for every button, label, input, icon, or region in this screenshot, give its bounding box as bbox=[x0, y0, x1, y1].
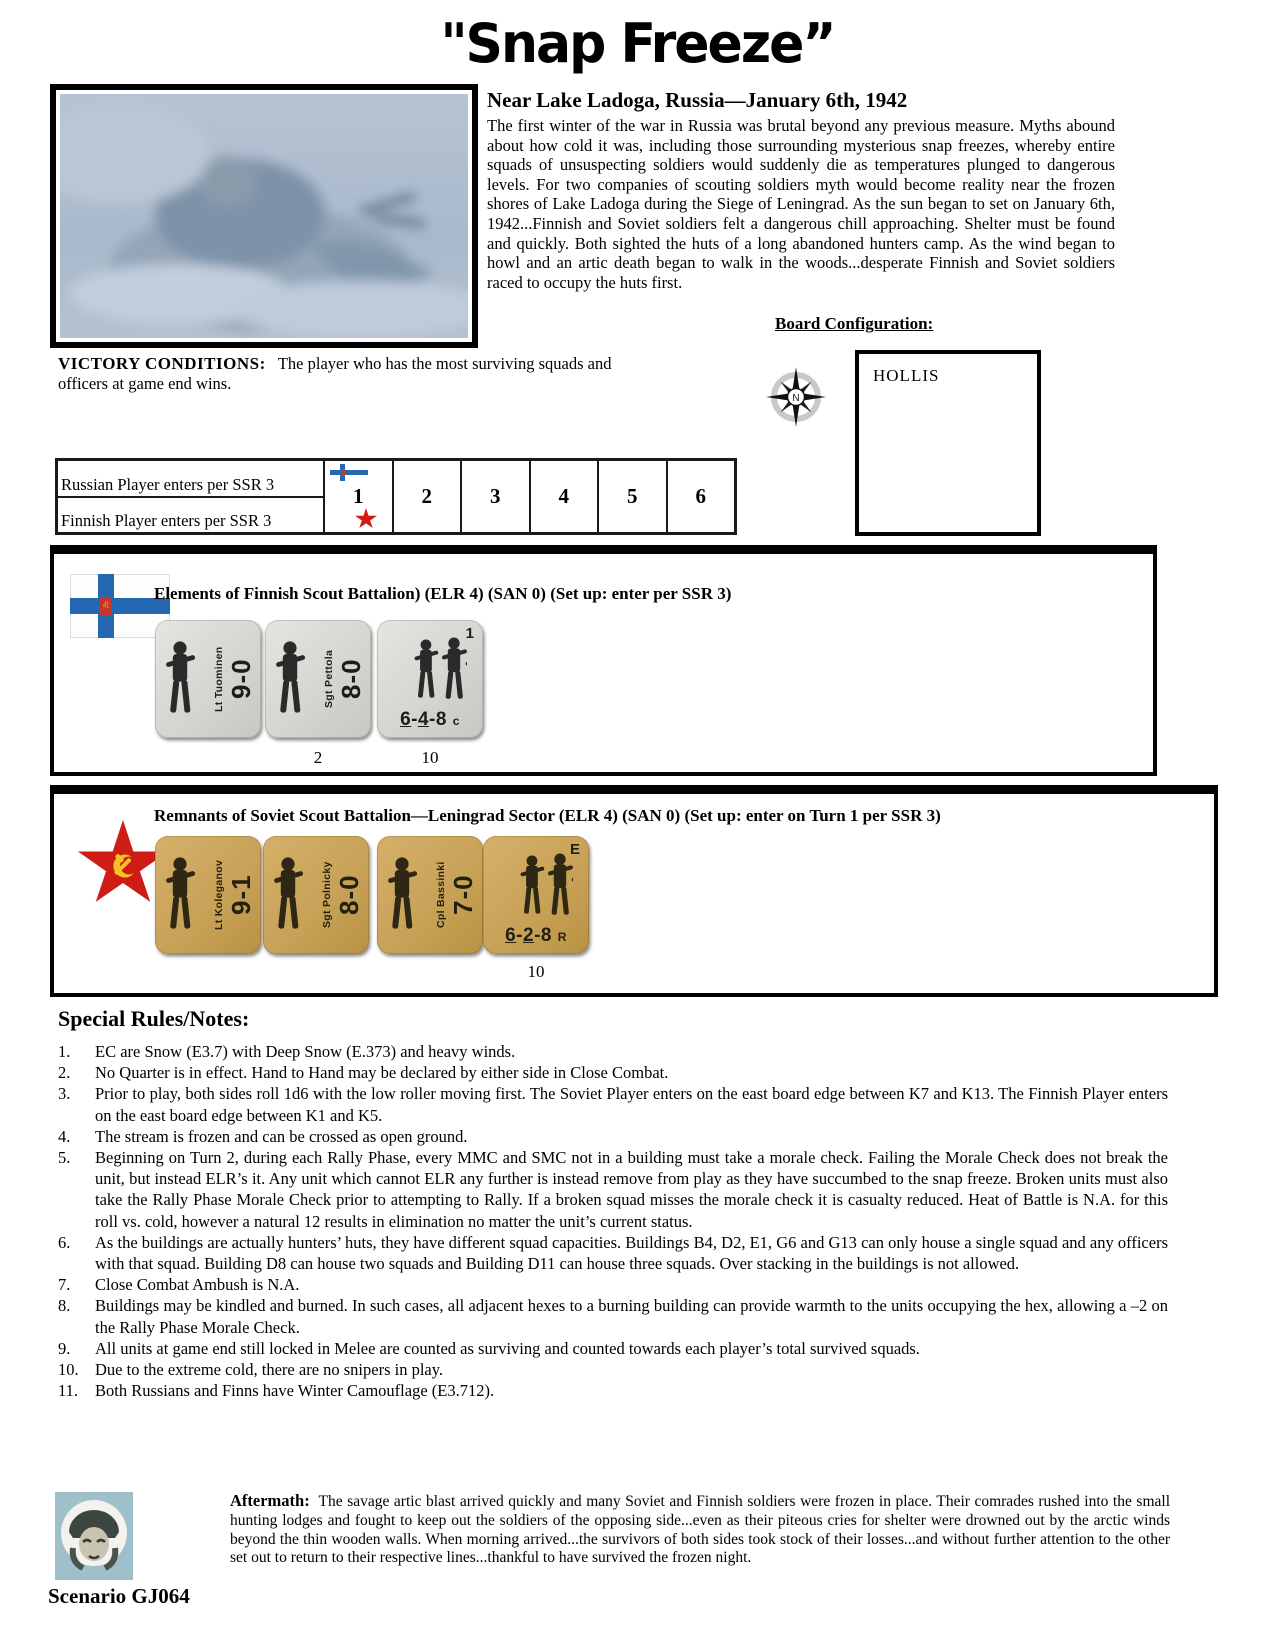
scenario-id: Scenario GJ064 bbox=[48, 1584, 190, 1608]
rule-item: 4. The stream is frozen and can be crossed as open ground. bbox=[58, 1126, 468, 1146]
counter-value: 9-0 bbox=[226, 658, 256, 700]
aftermath-text: The savage artic blast arrived quickly and many Soviet and Finnish soldiers were frozen in place. Their comrades rushed into the small hunting lodges and fought to keep out the soldiers of the opposing side...even as their piteous cries for shelter were drowned out by the arctic winds beyond the thin wooden walls. When morning arrived...the survivors of both sides took stock of their losses...and without further attention to the other set out to return to their respective lines...thankful to have survived the frozen night. bbox=[230, 1493, 1170, 1567]
special-rules-section bbox=[58, 1006, 1168, 1401]
counter-squad-648 bbox=[377, 620, 483, 738]
red-star-icon bbox=[355, 508, 378, 530]
turn-number: 4 bbox=[558, 484, 569, 508]
turn-cell-4 bbox=[531, 461, 600, 532]
finnish-order-of-battle bbox=[50, 545, 1157, 776]
counter-name: Lt Tuominen bbox=[213, 646, 225, 712]
squad-factors: 6-2-8 R bbox=[505, 925, 567, 946]
turn-number: 1 bbox=[353, 484, 364, 508]
victory-text: The player who has the most surviving squads and officers at game end wins. bbox=[58, 354, 612, 393]
aftermath-section bbox=[230, 1492, 1170, 1568]
squad-icon bbox=[385, 636, 467, 702]
counter-leader-bassinki bbox=[377, 836, 483, 954]
rule-item: 7. Close Combat Ambush is N.A. bbox=[58, 1275, 300, 1295]
turn-number: 5 bbox=[627, 484, 638, 508]
counter-value: 7-0 bbox=[448, 874, 478, 916]
counter-value: 8-0 bbox=[336, 658, 366, 700]
turn-cell-3 bbox=[462, 461, 531, 532]
squad-count: 10 bbox=[527, 962, 545, 981]
special-rules-heading: Special Rules/Notes: bbox=[58, 1006, 250, 1031]
rule-item: 6. As the buildings are actually hunters’ huts, they have different squad capacities. Buildings B4, D2, E1, G6 and G13 can only house a single squad and any officers with that squad. Building D8 can house two squads and Building D11 can house three squads. Over stacking in the buildings is not allowed. bbox=[58, 1232, 1168, 1274]
rule-item: 11. Both Russians and Finns have Winter Camouflage (E3.712). bbox=[58, 1381, 495, 1401]
turn-cell-2 bbox=[394, 461, 463, 532]
counter-leader-polnicky bbox=[263, 836, 369, 954]
squad-count: 10 bbox=[421, 748, 439, 767]
turn-track bbox=[55, 458, 737, 535]
turn-cell-6 bbox=[668, 461, 735, 532]
counter-leader-tuominen bbox=[155, 620, 261, 738]
counter-leader-koleganov bbox=[155, 836, 261, 954]
rule-item: 10. Due to the extreme cold, there are no snipers in play. bbox=[58, 1360, 444, 1380]
board-map-box bbox=[855, 350, 1041, 536]
turn-track-row-finnish: Finnish Player enters per SSR 3 bbox=[61, 511, 272, 530]
svg-text:N: N bbox=[792, 393, 800, 404]
victory-conditions bbox=[58, 354, 636, 394]
rule-item: 1. EC are Snow (E3.7) with Deep Snow (E.373) and heavy winds. bbox=[58, 1042, 516, 1061]
turn-number: 3 bbox=[490, 484, 501, 508]
turn-track-row-russian: Russian Player enters per SSR 3 bbox=[58, 461, 323, 498]
turn-number: 6 bbox=[695, 484, 706, 508]
rule-item: 5. Beginning on Turn 2, during each Rally Phase, every MMC and SMC not in a building must take a morale check. Failing the Morale Check does not break the unit, but instead ELR’s it. Any unit which cannot ELR any further is instead remove from play as they have succumbed to the snap freeze. Broken units must also take the Rally Phase Morale Check prior to attempting to Rally. If a broken squad misses the morale check it is casualty reduced. Heat of Battle is N.A. for this roll vs. cold, however a natural 12 results in elimination no matter the unit’s current status. bbox=[58, 1148, 1168, 1231]
squad-icon bbox=[491, 852, 573, 918]
scenario-photo bbox=[50, 84, 478, 348]
soviet-ob-header: Remnants of Soviet Scout Battalion—Leningrad Sector (ELR 4) (SAN 0) (Set up: enter on Turn 1 per SSR 3) bbox=[154, 806, 941, 825]
victory-label: VICTORY CONDITIONS: bbox=[58, 354, 266, 373]
turn-track-labels bbox=[58, 461, 325, 532]
soviet-order-of-battle bbox=[50, 785, 1218, 997]
snow-photo-image bbox=[60, 94, 468, 338]
rule-item: 8. Buildings may be kindled and burned. In such cases, all adjacent hexes to a burning building can provide warmth to the units occupying the hex, allowing a –2 on the Rally Phase Morale Check. bbox=[58, 1296, 1168, 1337]
finnish-state-flag-icon: ♌ bbox=[70, 574, 170, 638]
compass-rose-icon bbox=[765, 366, 827, 433]
board-name: HOLLIS bbox=[873, 366, 940, 385]
intro-paragraph: The first winter of the war in Russia was brutal beyond any previous measure. Myths abound about how cold it was, including those surrounding mysterious snap freezes, whereby entire squads of unsuspecting soldiers would suddenly die as temperatures plunged to dangerous levels. For two companies of scouting soldiers myth would become reality near the frozen shores of Lake Ladoga during the Siege of Leningrad. As the sun began to set on January 6th, 1942...Finnish and Soviet soldiers felt a dangerous chill approaching. Shelter must be found and quickly. Both sighted the huts of a long abandoned hunters camp. As the wind began to howl and an artic death began to walk in the woods...desperate Finnish and Soviet soldiers raced to occupy the huts first. bbox=[487, 116, 1115, 292]
counter-squad-628 bbox=[483, 836, 589, 954]
page-title: "Snap Freeze” bbox=[440, 12, 835, 76]
turn-number: 2 bbox=[421, 484, 432, 508]
counter-value: 9-1 bbox=[226, 874, 256, 916]
counter-name: Lt Koleganov bbox=[213, 859, 225, 931]
board-configuration-label: Board Configuration: bbox=[775, 314, 934, 333]
designer-portrait bbox=[55, 1492, 133, 1585]
turn-cell-1 bbox=[325, 461, 394, 532]
rule-item: 9. All units at game end still locked in Melee are counted as surviving and counted towards each player’s total survived squads. bbox=[58, 1338, 920, 1358]
counter-name: Sgt Pettola bbox=[323, 649, 335, 709]
counter-name: Cpl Bassinki bbox=[435, 861, 447, 929]
turn-cell-5 bbox=[599, 461, 668, 532]
counter-leader-pettola bbox=[265, 620, 371, 738]
leader-count: 2 bbox=[313, 748, 323, 767]
intro-heading: Near Lake Ladoga, Russia—January 6th, 1942 bbox=[487, 88, 908, 112]
finnish-flag-icon bbox=[330, 464, 368, 481]
squad-factors: 6-4-8 c bbox=[400, 709, 460, 730]
counter-value: 8-0 bbox=[334, 874, 364, 916]
finnish-ob-header: Elements of Finnish Scout Battalion) (ELR 4) (SAN 0) (Set up: enter per SSR 3) bbox=[154, 584, 732, 603]
counter-corner-label: 1 bbox=[465, 625, 474, 642]
intro-section bbox=[487, 88, 1115, 292]
rule-item: 2. No Quarter is in effect. Hand to Hand may be declared by either side in Close Combat. bbox=[58, 1063, 669, 1083]
counter-corner-label: E bbox=[569, 841, 580, 858]
rule-item: 3. Prior to play, both sides roll 1d6 with the low roller moving first. The Soviet Player enters on the east board edge between K7 and K13. The Finnish Player enters on the east board edge between K1 and K5. bbox=[58, 1084, 1168, 1125]
counter-name: Sgt Polnicky bbox=[321, 861, 333, 929]
hammer-sickle-icon bbox=[106, 852, 140, 886]
aftermath-label: Aftermath: bbox=[230, 1491, 310, 1510]
